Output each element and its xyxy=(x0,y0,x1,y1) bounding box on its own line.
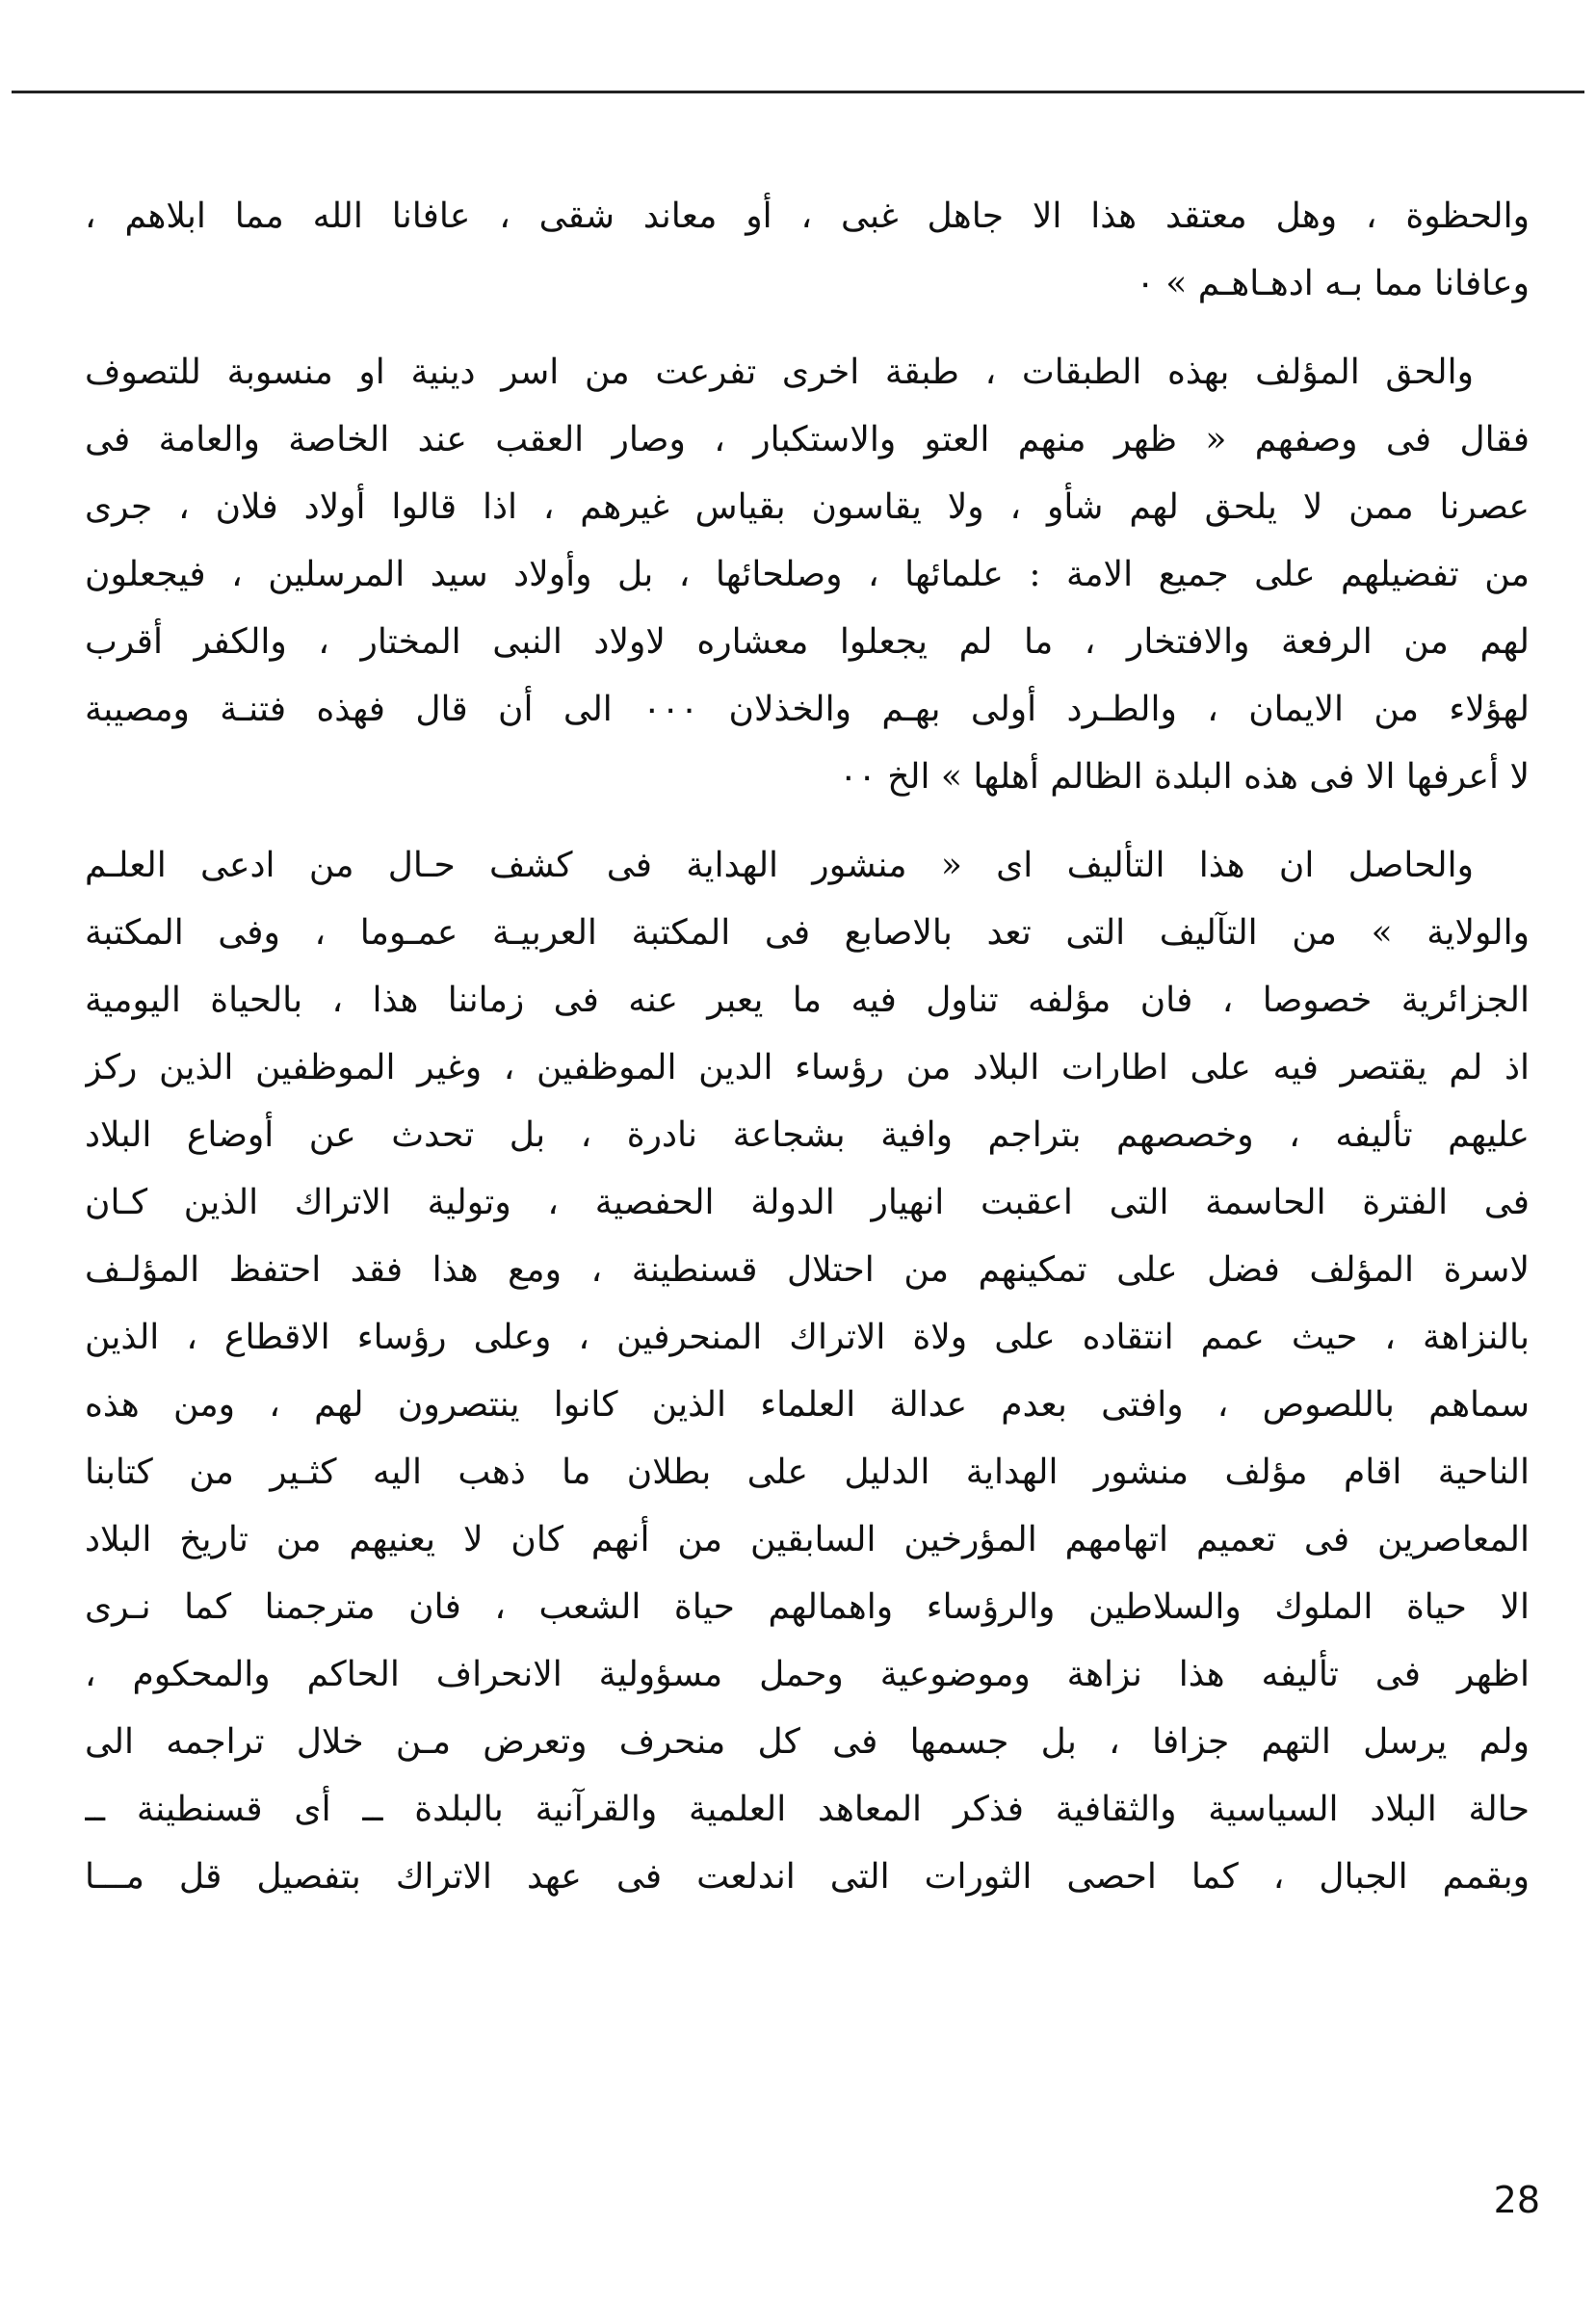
text-line: والحاصل ان هذا التأليف اى « منشور الهداية فى كشف حـال من ادعى العلـم xyxy=(85,846,1474,885)
text-line: لهم من الرفعة والافتخار ، ما لم يجعلوا معشاره لاولاد النبى المختار ، والكفر أقرب xyxy=(85,622,1530,662)
text-line: ولم يرسل التهم جزافا ، بل جسمها فى كل منحرف وتعرض مـن خلال تراجمه الى xyxy=(85,1722,1530,1762)
text-line: الا حياة الملوك والسلاطين والرؤساء واهمالهم حياة الشعب ، فان مترجمنا كما نـرى xyxy=(85,1587,1530,1627)
text-line: عصرنا ممن لا يلحق لهم شأو ، ولا يقاسون بقياس غيرهم ، اذا قالوا أولاد فلان ، جرى xyxy=(85,487,1530,527)
text-line: حالة البلاد السياسية والثقافية فذكر المعاهد العلمية والقرآنية بالبلدة ــ أى قسنطينة ــ xyxy=(85,1790,1530,1829)
text-line: لاسرة المؤلف فضل على تمكينهم من احتلال قسنطينة ، ومع هذا فقد احتفظ المؤلـف xyxy=(85,1250,1530,1290)
page-number: 28 xyxy=(1493,2179,1540,2221)
text-line: والحظوة ، وهل معتقد هذا الا جاهل غبى ، أو معاند شقى ، عافانا الله مما ابلاهم ، xyxy=(85,196,1530,236)
page-body xyxy=(85,183,1530,1911)
text-line: فقال فى وصفهم « ظهر منهم العتو والاستكبار ، وصار العقب عند الخاصة والعامة فى xyxy=(85,420,1530,459)
text-line: والولاية » من التآليف التى تعد بالاصابع فى المكتبة العربيـة عمـوما ، وفى المكتبة xyxy=(85,913,1530,953)
paragraph-2 xyxy=(85,339,1530,811)
text-line: وعافانا مما بـه ادهـاهـم » ٠ xyxy=(1136,264,1530,303)
text-line: عليهم تأليفه ، وخصصهم بتراجم وافية بشجاعة نادرة ، بل تحدث عن أوضاع البلاد xyxy=(85,1115,1530,1155)
text-line: الجزائرية خصوصا ، فان مؤلفه تناول فيه ما يعبر عنه فى زماننا هذا ، بالحياة اليومية xyxy=(85,981,1530,1020)
text-line: من تفضيلهم على جميع الامة : علمائها ، وصلحائها ، بل وأولاد سيد المرسلين ، فيجعلون xyxy=(85,555,1530,594)
text-line: لا أعرفها الا فى هذه البلدة الظالم أهلها » الخ ٠٠ xyxy=(839,757,1530,797)
text-line: وبقمم الجبال ، كما احصى الثورات التى اندلعت فى عهد الاتراك بتفصيل قل مـــا xyxy=(85,1857,1530,1897)
text-line: فى الفترة الحاسمة التى اعقبت انهيار الدولة الحفصية ، وتولية الاتراك الذين كـان xyxy=(85,1183,1530,1222)
text-line: لهؤلاء من الايمان ، والطـرد أولى بهـم والخذلان ٠٠٠ الى أن قال فهذه فتنـة ومصيبة xyxy=(85,690,1530,729)
text-line: اذ لم يقتصر فيه على اطارات البلاد من رؤساء الدين الموظفين ، وغير الموظفين الذين ركز xyxy=(85,1048,1530,1087)
text-line: والحق المؤلف بهذه الطبقات ، طبقة اخرى تفرعت من اسر دينية او منسوبة للتصوف xyxy=(85,353,1474,392)
text-line: المعاصرين فى تعميم اتهامهم المؤرخين السابقين من أنهم كان لا يعنيهم من تاريخ البلاد xyxy=(85,1520,1530,1559)
text-line: الناحية اقام مؤلف منشور الهداية الدليل على بطلان ما ذهب اليه كثـير من كتابنا xyxy=(85,1453,1530,1492)
top-rule xyxy=(12,91,1584,93)
text-line: اظهر فى تأليفه هذا نزاهة وموضوعية وحمل مسؤولية الانحراف الحاكم والمحكوم ، xyxy=(85,1655,1530,1694)
text-line: بالنزاهة ، حيث عمم انتقاده على ولاة الاتراك المنحرفين ، وعلى رؤساء الاقطاع ، الذين xyxy=(85,1318,1530,1357)
paragraph-1 xyxy=(85,183,1530,318)
text-line: سماهم باللصوص ، وافتى بعدم عدالة العلماء الذين كانوا ينتصرون لهم ، ومن هذه xyxy=(85,1385,1530,1425)
paragraph-3 xyxy=(85,832,1530,1911)
